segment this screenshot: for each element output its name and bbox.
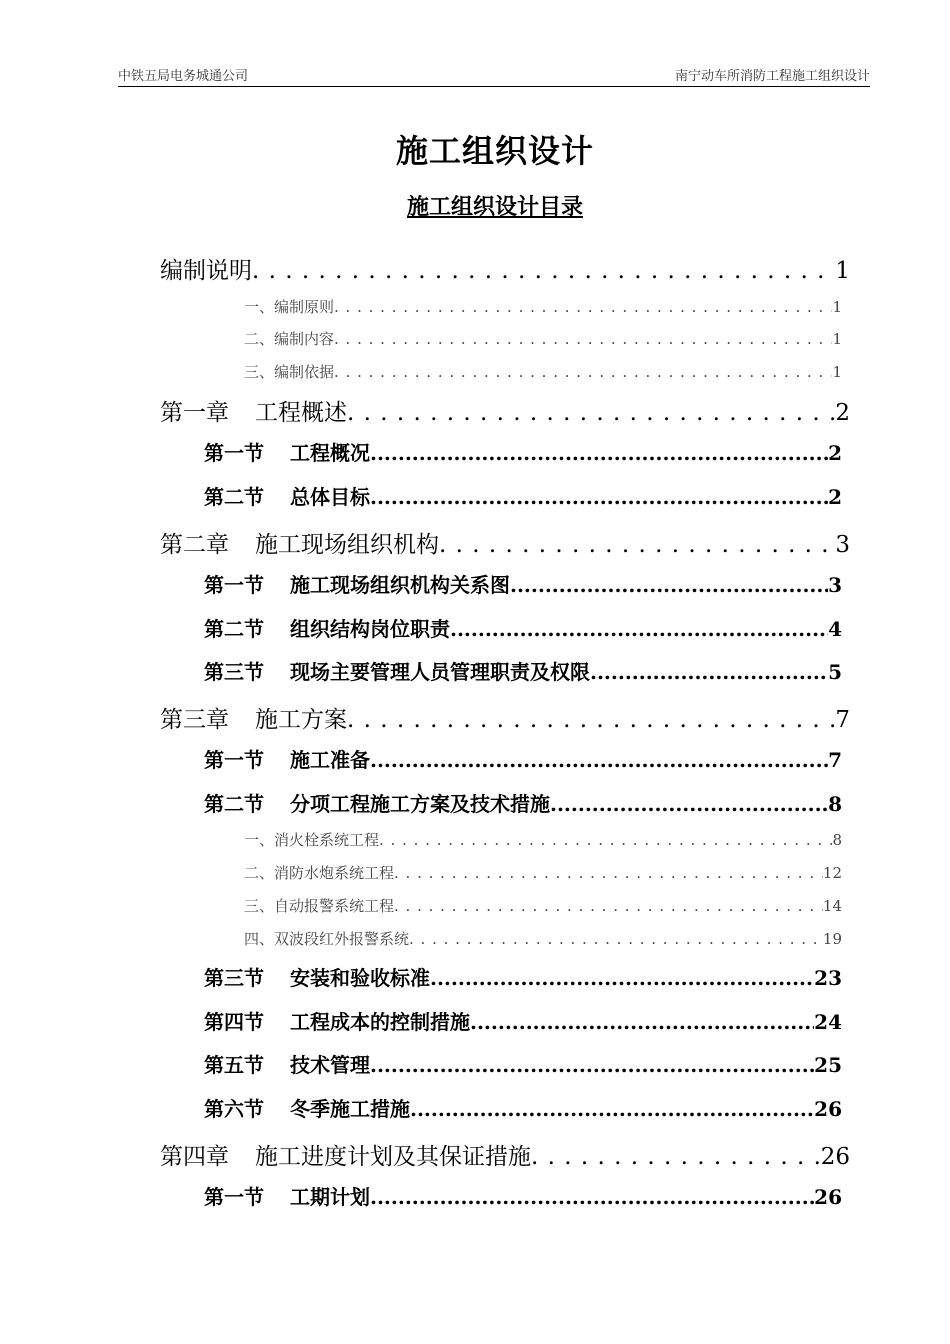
toc-entry-label: [244, 895, 394, 916]
toc-entry[interactable]: [244, 895, 842, 916]
toc-entry-number: 第一节: [204, 1185, 264, 1209]
toc-entry-text: 一、编制原则: [244, 298, 335, 316]
toc-entry-label: [160, 394, 347, 427]
toc-entry-page: 24: [814, 1010, 842, 1034]
toc-entry-page: 2: [828, 485, 842, 509]
toc-entry-label: [204, 569, 510, 598]
toc-entry[interactable]: [204, 962, 842, 991]
toc-leader-dots: [370, 485, 828, 509]
toc-entry[interactable]: [204, 1006, 842, 1035]
toc-entry-page: 19: [822, 930, 842, 948]
toc-entry-label: [244, 928, 409, 949]
toc-entry-page: 1: [832, 330, 842, 348]
toc-entry[interactable]: [244, 296, 842, 317]
toc-entry-text: 工程成本的控制措施: [290, 1010, 470, 1034]
toc-leader-dots: [394, 897, 823, 915]
toc-entry-number: 第五节: [204, 1053, 264, 1077]
toc-leader-dots: [370, 1053, 814, 1077]
toc-entry-number: 第二节: [204, 485, 264, 509]
toc-leader-dots: [531, 1144, 821, 1170]
toc-leader-dots: [252, 258, 835, 284]
toc-entry-number: 第一节: [204, 573, 264, 597]
toc-entry-page: 23: [814, 966, 842, 990]
toc-entry-label: [204, 1093, 410, 1122]
toc-entry-page: 7: [828, 748, 842, 772]
toc-entry-text: 技术管理: [290, 1053, 370, 1077]
toc-entry-page: 2: [828, 441, 842, 465]
toc-entry-label: [244, 361, 334, 382]
toc-entry-label: [204, 481, 370, 510]
toc-entry-text: 一、消火栓系统工程: [244, 831, 380, 849]
toc-entry[interactable]: [244, 862, 842, 883]
toc-entry-number: 第三节: [204, 966, 264, 990]
toc-entry-number: 第二节: [204, 617, 264, 641]
toc-leader-dots: [470, 1010, 814, 1034]
toc-leader-dots: [334, 330, 832, 348]
toc-entry[interactable]: [204, 569, 842, 598]
toc-entry[interactable]: [204, 744, 842, 773]
toc-entry-label: [204, 962, 430, 991]
toc-entry-text: 二、消防水炮系统工程: [244, 864, 395, 882]
toc-entry[interactable]: [204, 656, 842, 685]
toc-entry-label: [204, 744, 370, 773]
toc-entry[interactable]: [204, 1093, 842, 1122]
toc-entry-number: 第四章: [160, 1144, 229, 1170]
toc-entry-text: 安装和验收标准: [290, 966, 430, 990]
toc-leader-dots: [347, 400, 835, 426]
toc-leader-dots: [370, 441, 828, 465]
toc-entry[interactable]: [160, 526, 850, 559]
toc-entry[interactable]: [160, 1138, 850, 1171]
toc-entry-text: 三、自动报警系统工程: [244, 897, 395, 915]
toc-entry-page: 12: [822, 864, 842, 882]
toc-heading: 施工组织设计目录: [406, 194, 583, 220]
toc-entry-page: 26: [814, 1185, 842, 1209]
toc-entry-page: 8: [828, 792, 842, 816]
toc-entry-number: 第六节: [204, 1097, 264, 1121]
toc-entry[interactable]: [244, 361, 842, 382]
toc-entry-label: [204, 437, 370, 466]
toc-entry-page: 26: [814, 1097, 842, 1121]
toc-entry-page: 25: [814, 1053, 842, 1077]
toc-entry-page: 1: [835, 258, 850, 284]
toc-entry-label: [204, 1181, 370, 1210]
toc-entry-text: 施工现场组织机构: [255, 532, 439, 558]
toc-entry-page: 1: [832, 298, 842, 316]
toc-leader-dots: [370, 748, 828, 772]
toc-entry[interactable]: [160, 394, 850, 427]
toc-entry-page: 4: [828, 617, 842, 641]
toc-entry-text: 编制说明: [160, 258, 252, 284]
toc-entry-label: [244, 328, 334, 349]
toc-entry-label: [160, 526, 439, 559]
toc-entry-page: 5: [828, 660, 842, 684]
toc-entry-page: 3: [828, 573, 842, 597]
toc-leader-dots: [334, 363, 832, 381]
toc-leader-dots: [510, 573, 828, 597]
toc-entry-page: 26: [820, 1144, 850, 1170]
toc-entry-text: 施工现场组织机构关系图: [290, 573, 510, 597]
toc-entry-text: 组织结构岗位职责: [290, 617, 450, 641]
toc-leader-dots: [550, 792, 828, 816]
page-header: [118, 66, 870, 87]
toc-entry-page: 2: [835, 400, 850, 426]
toc-entry[interactable]: [204, 613, 842, 642]
toc-entry-number: 第一节: [204, 441, 264, 465]
toc-entry-label: [160, 1138, 531, 1171]
toc-entry[interactable]: [160, 252, 850, 285]
toc-entry[interactable]: [244, 829, 842, 850]
toc-leader-dots: [409, 930, 823, 948]
toc-entry-page: 1: [832, 363, 842, 381]
toc-entry[interactable]: [244, 928, 842, 949]
toc-entry-page: 14: [822, 897, 842, 915]
toc-entry-number: 第一节: [204, 748, 264, 772]
toc-leader-dots: [450, 617, 828, 641]
page-title: 施工组织设计: [395, 132, 594, 170]
toc-entry-text: 三、编制依据: [244, 363, 335, 381]
toc-entry-label: [244, 862, 394, 883]
toc-entry-text: 施工方案: [255, 707, 347, 733]
header-document-title: 南宁动车所消防工程施工组织设计: [674, 69, 870, 84]
toc-entry-label: [160, 252, 252, 285]
toc-entry-number: 第一章: [160, 400, 229, 426]
toc-entry-number: 第三节: [204, 660, 264, 684]
toc-entry[interactable]: [204, 1181, 842, 1210]
toc-leader-dots: [590, 660, 828, 684]
toc-entry-label: [204, 1049, 370, 1078]
toc-entry-page: 8: [832, 831, 842, 849]
toc-entry-label: [244, 296, 334, 317]
toc-entry-number: 第二节: [204, 792, 264, 816]
toc-entry-number: 第三章: [160, 707, 229, 733]
toc-leader-dots: [410, 1097, 814, 1121]
toc-entry-label: [204, 788, 550, 817]
toc-entry[interactable]: [244, 328, 842, 349]
toc-leader-dots: [439, 532, 835, 558]
toc-entry-label: [160, 701, 347, 734]
toc-entry-text: 分项工程施工方案及技术措施: [290, 792, 550, 816]
toc-entry-label: [204, 656, 590, 685]
toc-leader-dots: [370, 1185, 814, 1209]
toc-entry-text: 二、编制内容: [244, 330, 335, 348]
toc-entry-label: [244, 829, 379, 850]
toc-entry[interactable]: [204, 1049, 842, 1078]
toc-entry-page: 7: [835, 707, 850, 733]
toc-entry[interactable]: [160, 701, 850, 734]
toc-entry-label: [204, 1006, 470, 1035]
toc-entry-text: 施工准备: [290, 748, 370, 772]
toc-entry-text: 总体目标: [290, 485, 370, 509]
toc-entry-page: 3: [835, 532, 850, 558]
toc-entry[interactable]: [204, 437, 842, 466]
toc-entry[interactable]: [204, 481, 842, 510]
toc-entry-label: [204, 613, 450, 642]
toc-entry[interactable]: [204, 788, 842, 817]
toc-entry-text: 四、双波段红外报警系统: [244, 930, 410, 948]
toc-entry-text: 冬季施工措施: [290, 1097, 410, 1121]
toc-leader-dots: [430, 966, 814, 990]
toc-entry-text: 施工进度计划及其保证措施: [255, 1144, 531, 1170]
toc-entry-text: 工程概况: [290, 441, 370, 465]
toc-entry-text: 工期计划: [290, 1185, 370, 1209]
toc-entry-number: 第二章: [160, 532, 229, 558]
toc-entry-text: 工程概述: [255, 400, 347, 426]
header-company: 中铁五局电务城通公司: [118, 69, 249, 84]
toc-leader-dots: [394, 864, 823, 882]
toc-leader-dots: [334, 298, 832, 316]
toc-leader-dots: [347, 707, 835, 733]
toc-entry-number: 第四节: [204, 1010, 264, 1034]
toc-entry-text: 现场主要管理人员管理职责及权限: [290, 660, 590, 684]
toc-leader-dots: [379, 831, 832, 849]
